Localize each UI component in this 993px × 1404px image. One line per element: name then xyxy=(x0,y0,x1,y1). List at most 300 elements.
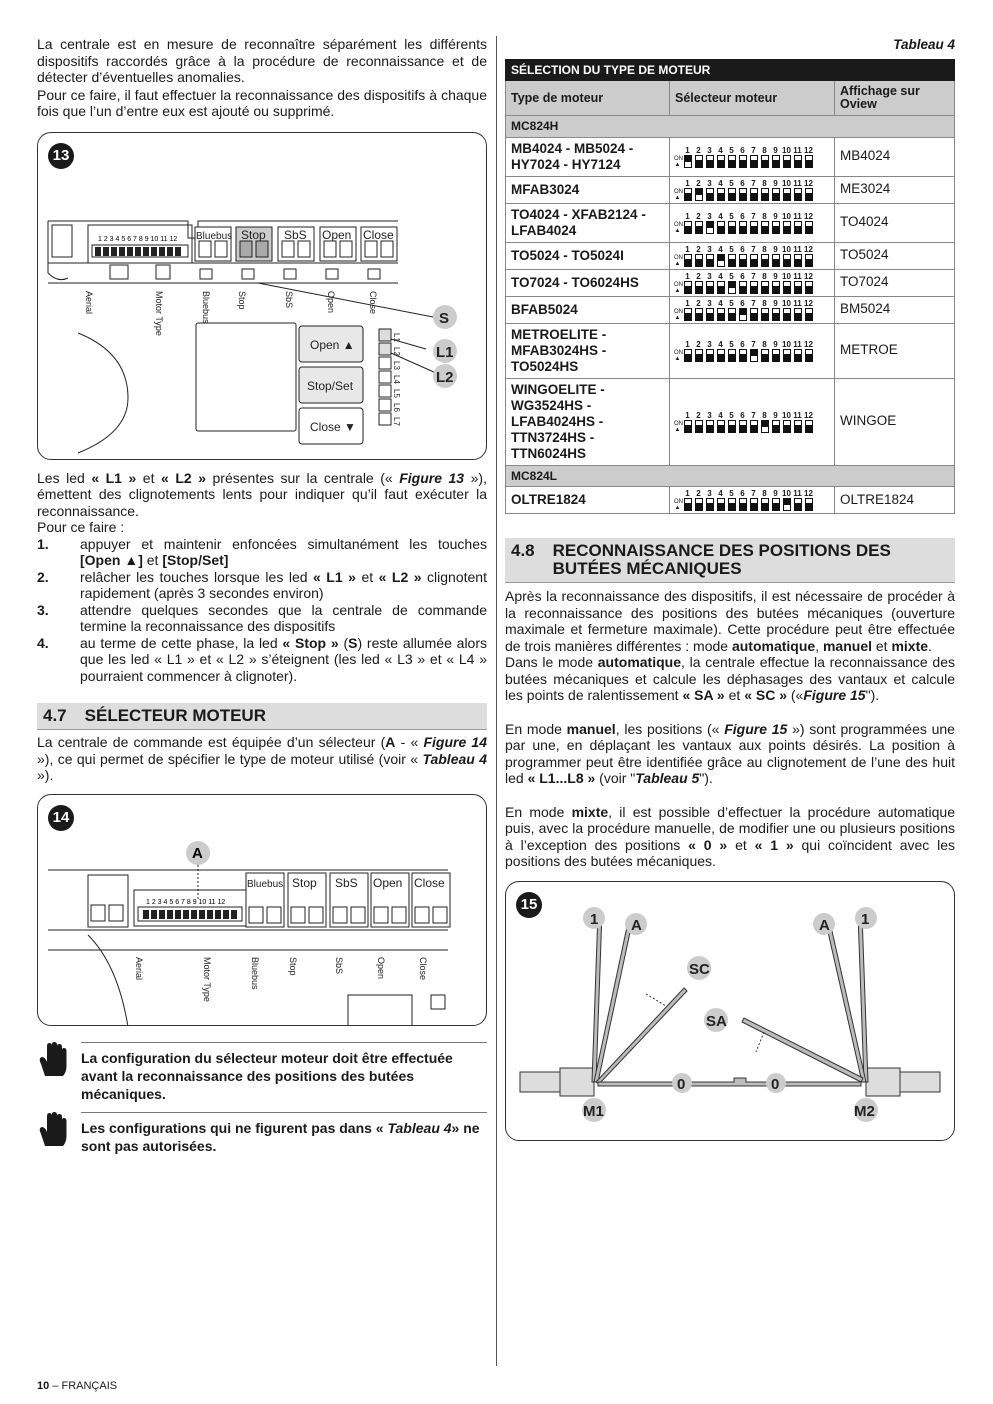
dip-switch xyxy=(706,308,714,321)
dip-switch xyxy=(761,498,769,511)
section-4-7-heading: 4.7 SÉLECTEUR MOTEUR xyxy=(37,703,487,730)
dip-number: 8 xyxy=(762,211,767,221)
table-group-row xyxy=(506,465,955,487)
dip-switch xyxy=(684,281,692,294)
dip-switch xyxy=(750,349,758,362)
dip-switch xyxy=(783,254,791,267)
dip-number: 1 xyxy=(685,178,690,188)
dip-switch xyxy=(805,188,813,201)
terminal-close: Close xyxy=(418,956,428,980)
dip-number: 9 xyxy=(773,178,778,188)
dip-number: 5 xyxy=(729,178,734,188)
left-column xyxy=(37,36,487,1155)
dip-number: 5 xyxy=(729,339,734,349)
dip-number: 10 xyxy=(782,211,791,221)
dip-number: 11 xyxy=(793,298,802,308)
selector-cell xyxy=(670,176,835,203)
dip-number: 12 xyxy=(804,271,813,281)
dip-switch xyxy=(805,221,813,234)
label-1-right: 1 xyxy=(861,910,870,928)
pour-ce-faire: Pour ce faire : xyxy=(37,519,125,535)
label-a-right: A xyxy=(819,916,830,934)
dip-switch xyxy=(739,254,747,267)
dip-number: 4 xyxy=(718,489,723,498)
terminal-aerial: Aerial xyxy=(84,290,94,314)
dip-switch xyxy=(761,155,769,168)
display-cell: TO7024 xyxy=(835,269,955,296)
dip-number: 1 xyxy=(685,489,690,498)
fig13-sbs-label: SbS xyxy=(284,227,307,242)
table-group-row xyxy=(506,116,955,138)
dip-number: 11 xyxy=(793,410,802,420)
dip-number: 12 xyxy=(804,145,813,155)
dip-numbers: 1 2 3 4 5 6 7 8 9 10 11 12 xyxy=(146,898,226,906)
dip-switch xyxy=(684,254,692,267)
key-open: Open ▲ xyxy=(310,337,355,352)
dip-switch xyxy=(750,498,758,511)
list-item: 3. attendre quelques secondes que la centrale de commande termine la reconnaissance des dispositifs xyxy=(37,601,487,634)
dip-number: 8 xyxy=(762,145,767,155)
dip-number: 6 xyxy=(740,145,745,155)
dip-switch xyxy=(739,155,747,168)
label-m1: M1 xyxy=(583,1102,604,1120)
table-caption: Tableau 4 xyxy=(893,37,955,52)
dip-switch xyxy=(772,349,780,362)
display-cell: TO5024 xyxy=(835,242,955,269)
led-l6: L6 xyxy=(392,402,401,412)
dip-switch xyxy=(695,221,703,234)
dip-number: 12 xyxy=(804,298,813,308)
dip-switch xyxy=(739,498,747,511)
dip-switch xyxy=(772,308,780,321)
dip-switch xyxy=(783,188,791,201)
dip-number: 11 xyxy=(793,244,802,254)
dip-number: 1 xyxy=(685,410,690,420)
dip-switch xyxy=(684,498,692,511)
dip-number: 2 xyxy=(696,211,701,221)
label-0-right: 0 xyxy=(771,1075,780,1093)
dip-switch xyxy=(706,349,714,362)
table-row xyxy=(506,269,955,296)
hand-warning-icon xyxy=(37,1042,67,1103)
motor-type-cell: TO5024 - TO5024I xyxy=(506,242,670,269)
page-footer: 10 – FRANÇAIS xyxy=(37,1380,118,1392)
selector-cell xyxy=(670,269,835,296)
dip-switch xyxy=(750,281,758,294)
warning-1-text: La configuration du sélecteur moteur doit être effectuée avant la reconnaissance des positions des butées mécaniques. xyxy=(81,1042,487,1103)
label-0-left: 0 xyxy=(677,1075,686,1093)
dip-switch xyxy=(684,155,692,168)
dip-number: 9 xyxy=(773,244,778,254)
dip-number: 3 xyxy=(707,410,712,420)
warning-1 xyxy=(37,1042,487,1103)
warning-2 xyxy=(37,1112,487,1155)
dip-number: 1 xyxy=(685,271,690,281)
on-label: ON ▲ xyxy=(674,281,683,294)
dip-switch xyxy=(761,221,769,234)
terminal-motor-type: Motor Type xyxy=(154,290,164,336)
dip-switch-setting xyxy=(674,340,830,362)
selector-diagram xyxy=(38,795,487,1026)
selector-cell xyxy=(670,203,835,242)
dip-number: 2 xyxy=(696,410,701,420)
dip-number: 3 xyxy=(707,178,712,188)
dip-number: 5 xyxy=(729,410,734,420)
paragraph-modes: Après la reconnaissance des dispositifs, il est nécessaire de procéder à la reconnaissance des positions des butées mécaniques (ouverture maximale et fermeture maximale). Cette procédure peut être effectuée de trois manières différentes : mode automatique, manuel et mixte. xyxy=(505,588,955,654)
terminal-bluebus: Bluebus xyxy=(250,956,260,990)
dip-number: 7 xyxy=(751,244,756,254)
paragraph-automatic: Dans le mode automatique, la centrale effectue la reconnaissance des butées mécaniques et calcule les déphasages des vantaux et calcule les points de ralentissement « SA » et « SC » («Figure 15"). xyxy=(505,654,955,703)
dip-switch xyxy=(794,188,802,201)
dip-switch-setting xyxy=(674,489,830,511)
dip-number: 3 xyxy=(707,145,712,155)
dip-number: 1 xyxy=(685,298,690,308)
display-cell: BM5024 xyxy=(835,296,955,323)
dip-switch xyxy=(717,420,725,433)
dip-number: 1 xyxy=(685,211,690,221)
list-item: 2. relâcher les touches lorsque les led « L1 » et « L2 » clignotent rapidement (après 3 secondes environ) xyxy=(37,568,487,601)
terminal-bluebus: Bluebus xyxy=(201,290,211,324)
figure-number: 15 xyxy=(516,892,542,918)
dip-number: 10 xyxy=(782,178,791,188)
dip-number: 2 xyxy=(696,178,701,188)
table-row xyxy=(506,487,955,514)
dip-switch xyxy=(750,155,758,168)
label-m2: M2 xyxy=(854,1102,875,1120)
dip-number: 6 xyxy=(740,244,745,254)
led-l5: L5 xyxy=(392,388,401,398)
table-row xyxy=(506,378,955,465)
dip-number: 7 xyxy=(751,339,756,349)
terminal-aerial: Aerial xyxy=(134,956,144,980)
dip-number: 2 xyxy=(696,298,701,308)
dip-switch xyxy=(695,254,703,267)
table-row xyxy=(506,296,955,323)
motor-type-cell: METROELITE - MFAB3024HS - TO5024HS xyxy=(506,323,670,378)
dip-switch xyxy=(783,420,791,433)
dip-number: 8 xyxy=(762,244,767,254)
dip-switch xyxy=(739,308,747,321)
dip-switch xyxy=(706,498,714,511)
terminal-sbs: SbS xyxy=(284,290,294,308)
dip-switch-setting xyxy=(674,299,830,321)
dip-number: 3 xyxy=(707,489,712,498)
dip-switch xyxy=(772,254,780,267)
dip-switch xyxy=(706,281,714,294)
dip-switch xyxy=(728,308,736,321)
figure-number: 13 xyxy=(48,143,74,169)
dip-switch xyxy=(706,155,714,168)
control-board-diagram xyxy=(38,133,487,460)
dip-switch xyxy=(794,221,802,234)
dip-number: 7 xyxy=(751,271,756,281)
list-item: 4. au terme de cette phase, la led « Stop » (S) reste allumée alors que les led « L1 » et « L2 » s’éteignent (les led « L3 » et « L4 » pourraient commencer à clignoter). xyxy=(37,634,488,684)
dip-switch xyxy=(695,498,703,511)
dip-switch xyxy=(794,308,802,321)
hand-warning-icon xyxy=(37,1112,67,1155)
dip-number: 8 xyxy=(762,410,767,420)
led-l2: L2 xyxy=(392,346,401,356)
dip-switch xyxy=(706,254,714,267)
dip-number: 11 xyxy=(793,339,802,349)
dip-switch xyxy=(739,349,747,362)
dip-number: 6 xyxy=(740,211,745,221)
dip-number: 9 xyxy=(773,145,778,155)
figure-13 xyxy=(37,132,487,460)
table-row xyxy=(506,242,955,269)
dip-switch xyxy=(717,349,725,362)
dip-switch xyxy=(728,155,736,168)
dip-switch xyxy=(761,188,769,201)
dip-number: 5 xyxy=(729,211,734,221)
column-divider xyxy=(496,36,497,1366)
fig13-bluebus-label: Bluebus xyxy=(196,230,233,242)
dip-switch xyxy=(717,221,725,234)
display-cell: METROE xyxy=(835,323,955,378)
dip-number: 2 xyxy=(696,244,701,254)
group-name: MC824H xyxy=(506,116,955,138)
motor-type-cell: WINGOELITE - WG3524HS - LFAB4024HS - TTN3724HS - TTN6024HS xyxy=(506,378,670,465)
fig14-open-label: Open xyxy=(373,875,403,890)
dip-number: 3 xyxy=(707,211,712,221)
warning-2-text: Les configurations qui ne figurent pas dans « Tableau 4» ne sont pas autorisées. xyxy=(81,1112,487,1155)
dip-number: 11 xyxy=(793,211,802,221)
dip-switch xyxy=(761,349,769,362)
dip-number: 7 xyxy=(751,298,756,308)
dip-number: 4 xyxy=(718,339,723,349)
dip-switch xyxy=(684,349,692,362)
selector-cell xyxy=(670,296,835,323)
terminal-open: Open xyxy=(326,290,336,313)
dip-switch xyxy=(794,254,802,267)
table-row xyxy=(506,137,955,176)
dip-switch xyxy=(750,308,758,321)
dip-switch xyxy=(794,349,802,362)
dip-switch xyxy=(717,188,725,201)
fig14-sbs-label: SbS xyxy=(335,875,358,890)
terminal-open: Open xyxy=(376,956,386,979)
motor-type-cell: OLTRE1824 xyxy=(506,487,670,514)
dip-switch xyxy=(717,155,725,168)
dip-switch xyxy=(805,420,813,433)
dip-number: 8 xyxy=(762,339,767,349)
dip-number: 9 xyxy=(773,339,778,349)
intro-paragraph-2: Pour ce faire, il faut effectuer la reconnaissance des dispositifs à chaque fois que l’un d’entre eux est ajouté ou supprimé. xyxy=(37,86,487,119)
dip-switch-setting xyxy=(674,212,830,234)
dip-switch-setting xyxy=(674,411,830,433)
dip-switch xyxy=(761,420,769,433)
on-label: ON ▲ xyxy=(674,188,683,201)
dip-number: 8 xyxy=(762,178,767,188)
terminal-sbs: SbS xyxy=(334,956,344,974)
dip-number: 8 xyxy=(762,489,767,498)
dip-switch xyxy=(783,281,791,294)
dip-switch xyxy=(805,349,813,362)
dip-switch xyxy=(783,349,791,362)
dip-number: 11 xyxy=(793,145,802,155)
dip-number: 10 xyxy=(782,271,791,281)
label-a-left: A xyxy=(631,916,642,934)
dip-number: 5 xyxy=(729,489,734,498)
dip-switch xyxy=(706,188,714,201)
dip-number: 1 xyxy=(685,339,690,349)
dip-number: 5 xyxy=(729,271,734,281)
dip-switch xyxy=(772,155,780,168)
callout-l1: L1 xyxy=(436,343,454,361)
gate-positions-diagram xyxy=(506,882,955,1141)
dip-number: 6 xyxy=(740,298,745,308)
dip-number: 3 xyxy=(707,244,712,254)
dip-switch xyxy=(772,498,780,511)
dip-number: 5 xyxy=(729,298,734,308)
dip-switch xyxy=(739,420,747,433)
dip-number: 10 xyxy=(782,244,791,254)
dip-switch xyxy=(772,188,780,201)
on-label: ON ▲ xyxy=(674,308,683,321)
dip-number: 7 xyxy=(751,145,756,155)
motor-type-cell: TO4024 - XFAB2124 - LFAB4024 xyxy=(506,203,670,242)
motor-type-table xyxy=(505,59,955,515)
dip-number: 3 xyxy=(707,339,712,349)
dip-switch xyxy=(684,308,692,321)
display-cell: ME3024 xyxy=(835,176,955,203)
dip-switch xyxy=(695,420,703,433)
terminal-close: Close xyxy=(368,290,378,314)
dip-number: 6 xyxy=(740,339,745,349)
motor-type-cell: BFAB5024 xyxy=(506,296,670,323)
dip-switch xyxy=(772,281,780,294)
dip-number: 2 xyxy=(696,145,701,155)
dip-switch xyxy=(728,188,736,201)
callout-s: S xyxy=(439,309,450,327)
dip-switch xyxy=(684,188,692,201)
dip-switch xyxy=(805,155,813,168)
selector-cell xyxy=(670,242,835,269)
dip-switch xyxy=(772,221,780,234)
dip-switch xyxy=(728,281,736,294)
table-row xyxy=(506,176,955,203)
on-label: ON ▲ xyxy=(674,155,683,168)
dip-switch xyxy=(739,221,747,234)
dip-number: 10 xyxy=(782,298,791,308)
section-4-8-heading: 4.8 RECONNAISSANCE DES POSITIONS DES BUTÉES MÉCANIQUES xyxy=(505,538,955,583)
table-row xyxy=(506,203,955,242)
dip-switch xyxy=(761,281,769,294)
selector-cell xyxy=(670,487,835,514)
dip-number: 9 xyxy=(773,271,778,281)
dip-switch xyxy=(684,420,692,433)
label-sc: SC xyxy=(689,960,710,978)
figure-14 xyxy=(37,794,487,1026)
right-column xyxy=(505,36,955,1141)
label-sa: SA xyxy=(706,1012,727,1030)
dip-number: 9 xyxy=(773,489,778,498)
dip-number: 12 xyxy=(804,410,813,420)
dip-switch xyxy=(783,308,791,321)
dip-number: 7 xyxy=(751,178,756,188)
dip-switch xyxy=(717,498,725,511)
dip-switch xyxy=(739,188,747,201)
dip-switch xyxy=(750,221,758,234)
terminal-stop: Stop xyxy=(288,956,298,976)
dip-number: 8 xyxy=(762,298,767,308)
header-selector: Sélecteur moteur xyxy=(670,81,835,116)
dip-switch-setting xyxy=(674,179,830,201)
dip-switch xyxy=(706,221,714,234)
dip-numbers: 1 2 3 4 5 6 7 8 9 10 11 12 xyxy=(98,235,178,243)
dip-number: 11 xyxy=(793,489,802,498)
dip-number: 4 xyxy=(718,211,723,221)
on-label: ON ▲ xyxy=(674,349,683,362)
dip-number: 12 xyxy=(804,244,813,254)
dip-number: 5 xyxy=(729,244,734,254)
dip-number: 10 xyxy=(782,489,791,498)
dip-switch xyxy=(761,308,769,321)
dip-number: 3 xyxy=(707,298,712,308)
display-cell: TO4024 xyxy=(835,203,955,242)
dip-switch-setting xyxy=(674,272,830,294)
on-label: ON ▲ xyxy=(674,254,683,267)
label-1-left: 1 xyxy=(590,910,599,928)
dip-number: 12 xyxy=(804,489,813,498)
leds-paragraph: Les led « L1 » et « L2 » présentes sur la centrale (« Figure 13 »), émettent des clignotements lents pour indiquer qu’il faut exécuter la reconnaissance. xyxy=(37,469,487,519)
dip-switch xyxy=(750,420,758,433)
dip-number: 4 xyxy=(718,145,723,155)
table-title: SÉLECTION DU TYPE DE MOTEUR xyxy=(506,59,955,81)
dip-number: 9 xyxy=(773,298,778,308)
dip-number: 12 xyxy=(804,339,813,349)
dip-number: 4 xyxy=(718,244,723,254)
dip-number: 2 xyxy=(696,271,701,281)
dip-number: 9 xyxy=(773,410,778,420)
dip-number: 10 xyxy=(782,410,791,420)
fig13-close-label: Close xyxy=(363,227,394,242)
fig14-bluebus-label: Bluebus xyxy=(247,878,284,890)
on-label: ON ▲ xyxy=(674,221,683,234)
dip-number: 10 xyxy=(782,339,791,349)
dip-switch xyxy=(717,281,725,294)
dip-number: 4 xyxy=(718,298,723,308)
dip-switch xyxy=(695,155,703,168)
on-label: ON ▲ xyxy=(674,420,683,433)
dip-number: 10 xyxy=(782,145,791,155)
key-close: Close ▼ xyxy=(310,419,356,434)
dip-number: 4 xyxy=(718,271,723,281)
group-name: MC824L xyxy=(506,465,955,487)
dip-number: 5 xyxy=(729,145,734,155)
dip-switch xyxy=(783,221,791,234)
dip-number: 1 xyxy=(685,244,690,254)
dip-number: 6 xyxy=(740,178,745,188)
paragraph-manual: En mode manuel, les positions (« Figure 15 ») sont programmées une par une, en déplaçant les vantaux aux points désirés. La position à programmer peut être identifiée grâce au clignotement de l’une des huit led « L1...L8 » (voir "Tableau 5"). xyxy=(505,720,955,786)
terminal-motor-type: Motor Type xyxy=(202,956,212,1002)
led-l7: L7 xyxy=(392,416,401,426)
fig14-stop-label: Stop xyxy=(292,875,317,890)
dip-switch-setting xyxy=(674,245,830,267)
dip-number: 9 xyxy=(773,211,778,221)
intro-paragraph-1: La centrale est en mesure de reconnaître séparément les différents dispositifs raccordés grâce à la procédure de reconnaissance et de détecter d’éventuelles anomalies. xyxy=(37,36,487,85)
figure-15 xyxy=(505,881,955,1141)
dip-number: 4 xyxy=(718,178,723,188)
on-label: ON ▲ xyxy=(674,499,683,511)
display-cell: MB4024 xyxy=(835,137,955,176)
callout-a: A xyxy=(192,844,203,862)
dip-switch xyxy=(794,281,802,294)
dip-switch xyxy=(805,281,813,294)
key-stop-set: Stop/Set xyxy=(307,378,354,393)
display-cell: OLTRE1824 xyxy=(835,487,955,514)
table-row xyxy=(506,323,955,378)
